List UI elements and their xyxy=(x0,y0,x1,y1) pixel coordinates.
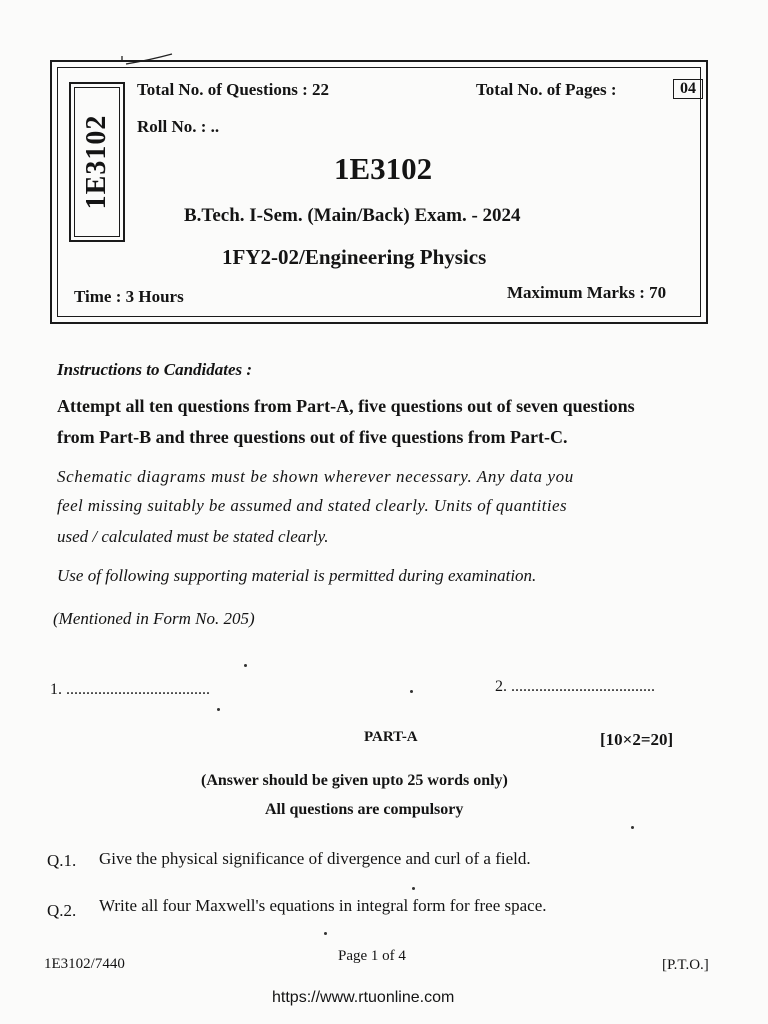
question-1-text: Give the physical significance of divergence and curl of a field. xyxy=(99,849,531,868)
instruction-line-5: used / calculated must be stated clearly. xyxy=(57,527,329,546)
scan-speck xyxy=(410,690,413,693)
total-pages-value: 04 xyxy=(673,79,703,99)
footer-pto: [P.T.O.] xyxy=(662,957,709,973)
part-a-title: PART-A xyxy=(364,729,418,745)
footer-page-number: Page 1 of 4 xyxy=(338,948,406,964)
scan-speck xyxy=(324,932,327,935)
part-a-marks: [10×2=20] xyxy=(600,730,674,749)
material-item-2: 2. .................................... xyxy=(495,678,655,695)
question-2-number: Q.2. xyxy=(47,901,77,920)
instruction-line-6: Use of following supporting material is permitted during examination. xyxy=(57,566,537,585)
question-1-number: Q.1. xyxy=(47,851,77,870)
maximum-marks: Maximum Marks : 70 xyxy=(507,283,667,302)
scan-speck xyxy=(412,887,415,890)
subject-title: 1FY2-02/Engineering Physics xyxy=(222,245,487,269)
instruction-line-2: from Part-B and three questions out of five questions from Part-C. xyxy=(57,427,568,447)
part-a-compulsory-note: All questions are compulsory xyxy=(265,801,464,818)
total-questions: Total No. of Questions : 22 xyxy=(137,80,330,99)
roll-no: Roll No. : .. xyxy=(137,117,220,136)
part-a-word-limit-note: (Answer should be given upto 25 words only) xyxy=(201,772,508,789)
footer-website-url: https://www.rtuonline.com xyxy=(272,989,455,1006)
instructions-heading: Instructions to Candidates : xyxy=(57,360,253,379)
instruction-line-1: Attempt all ten questions from Part-A, five questions out of seven questions xyxy=(57,396,635,416)
scan-speck xyxy=(217,708,220,711)
instruction-line-4: feel missing suitably be assumed and stated clearly. Units of quantities xyxy=(57,496,567,515)
instruction-line-7: (Mentioned in Form No. 205) xyxy=(53,609,255,628)
exam-title: B.Tech. I-Sem. (Main/Back) Exam. - 2024 xyxy=(184,205,521,226)
instruction-line-3: Schematic diagrams must be shown wherever necessary. Any data you xyxy=(57,467,574,486)
question-2-text: Write all four Maxwell's equations in integral form for free space. xyxy=(99,896,547,915)
time-allowed: Time : 3 Hours xyxy=(74,287,184,306)
material-item-1: 1. .................................... xyxy=(50,681,210,698)
total-pages-label: Total No. of Pages : xyxy=(476,80,617,99)
scan-speck xyxy=(631,826,634,829)
scan-speck xyxy=(244,664,247,667)
paper-code-vertical: 1E3102 xyxy=(81,114,112,210)
paper-code-title: 1E3102 xyxy=(334,151,433,186)
footer-paper-code: 1E3102/7440 xyxy=(44,956,125,972)
